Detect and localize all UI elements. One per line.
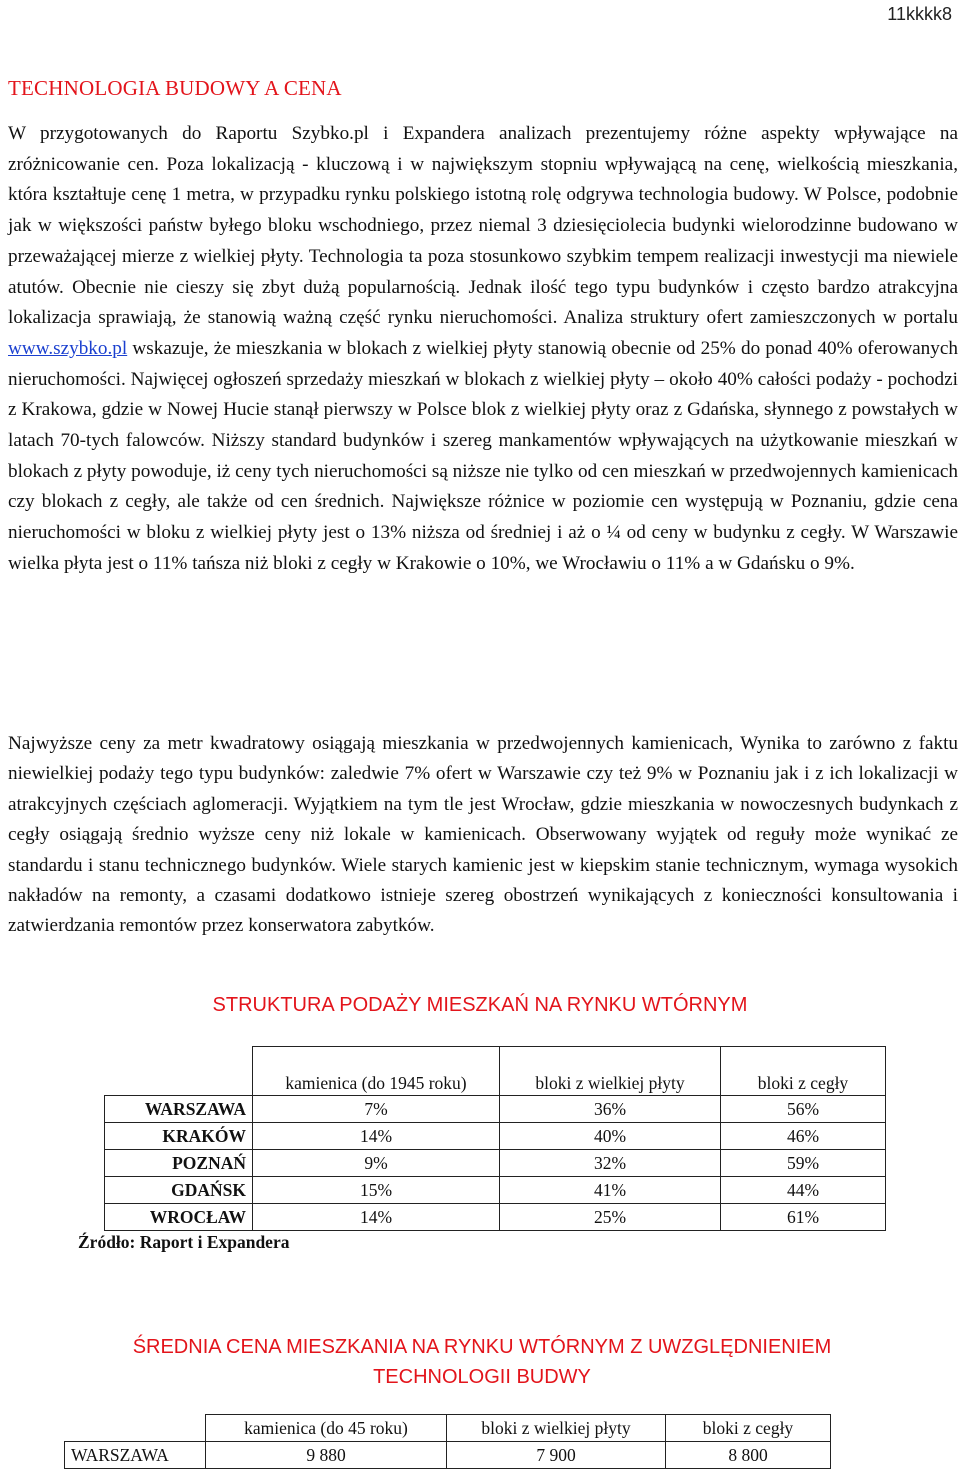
source-note: Źródło: Raport i Expandera: [78, 1232, 290, 1252]
price-title-line-2: TECHNOLOGII BUDWY: [373, 1366, 591, 1388]
supply-structure-table: [104, 1046, 886, 1231]
table-row: [105, 1204, 886, 1231]
table-header-cell: kamienica (do 45 roku): [206, 1415, 447, 1442]
city-cell: POZNAŃ: [105, 1150, 253, 1177]
city-cell: WROCŁAW: [105, 1204, 253, 1231]
table-cell: 32%: [500, 1150, 721, 1177]
table-cell: 25%: [500, 1204, 721, 1231]
table-row: [105, 1150, 886, 1177]
table-header-cell: bloki z cegły: [666, 1415, 831, 1442]
table-cell: 59%: [721, 1150, 886, 1177]
table-cell: 9 880: [206, 1442, 447, 1469]
table-header-row: [65, 1415, 831, 1442]
table-cell: 14%: [253, 1204, 500, 1231]
average-price-table: [64, 1414, 831, 1469]
city-cell: WARSZAWA: [105, 1096, 253, 1123]
table-cell: 56%: [721, 1096, 886, 1123]
table-cell: 8 800: [666, 1442, 831, 1469]
table-cell: 14%: [253, 1123, 500, 1150]
section-heading: TECHNOLOGIA BUDOWY A CENA: [8, 76, 342, 100]
table-header-cell: bloki z cegły: [721, 1047, 886, 1096]
table-cell: 46%: [721, 1123, 886, 1150]
city-cell: KRAKÓW: [105, 1123, 253, 1150]
paragraph-text-after-link: wskazuje, że mieszkania w blokach z wielkiej płyty stanowią obecnie od 25% do ponad 40% oferowanych nieruchomości. Najwięcej ogłoszeń sprzedaży mieszkań w blokach z wielkiej płyty – około 40% całości podaży - pochodzi z Krakowa, gdzie w Nowej Hucie stanął pierwszy w Polsce blok z wielkiej płyty oraz z Gdańska, słynnego z powstałych w latach 70-tych falowców. Niższy standard budynków i szereg mankamentów wpływających na użytkowanie mieszkań w blokach z płyty powoduje, iż ceny tych nieruchomości są niższe nie tylko od cen mieszkań w przedwojennych kamienicach czy blokach z cegły, ale także od cen średnich. Największe różnice w poziomie cen występują w Poznaniu, gdzie cena nieruchomości w bloku z wielkiej płyty jest o 13% niższa od średniej i aż o ¼ od ceny w budynku z cegły. W Warszawie wielka płyta jest o 11% tańsza niż bloki z cegły w Krakowie o 10%, we Wrocławiu o 11% a w Gdańsku o 9%.: [8, 337, 958, 574]
table-row: [105, 1096, 886, 1123]
paragraph-prices: Najwyższe ceny za metr kwadratowy osiągają mieszkania w przedwojennych kamienicach, Wynika to zarówno z faktu niewielkiej podaży tego typu budynków: zaledwie 7% ofert w Warszawie czy też 9% w Poznaniu jak i z ich lokalizacji w atrakcyjnych częściach aglomeracji. Wyjątkiem na tym tle jest Wrocław, gdzie mieszkania w nowoczesnych budynkach z cegły osiągają średnio wyższe ceny niż lokale w kamienicach. Obserwowany wyjątek od reguły może wynikać ze standardu i stanu technicznego budynków. Wiele starych kamienic jest w kiepskim stanie technicznym, wymaga wysokich nakładów na remonty, a czasami dodatkowo istnieje szereg obostrzeń wynikających z konieczności konsultowania i zatwierdzania remontów przez konserwatora zabytków.: [8, 733, 958, 937]
table-header-row: [105, 1047, 886, 1096]
table-header-cell: kamienica (do 1945 roku): [253, 1047, 500, 1096]
table-header-empty: [105, 1047, 253, 1096]
table-cell: 41%: [500, 1177, 721, 1204]
table-row: [65, 1442, 831, 1469]
table-header-cell: bloki z wielkiej płyty: [447, 1415, 666, 1442]
city-cell: WARSZAWA: [65, 1442, 206, 1469]
table-row: [105, 1123, 886, 1150]
paragraph-technology: [8, 119, 958, 580]
table-cell: 40%: [500, 1123, 721, 1150]
table-cell: 9%: [253, 1150, 500, 1177]
table-row: [105, 1177, 886, 1204]
supply-table-title: STRUKTURA PODAŻY MIESZKAŃ NA RYNKU WTÓRNYM: [212, 994, 748, 1016]
szybko-link[interactable]: www.szybko.pl: [8, 337, 128, 359]
table-cell: 15%: [253, 1177, 500, 1204]
table-header-cell: bloki z wielkiej płyty: [500, 1047, 721, 1096]
price-table-title: [0, 1332, 960, 1392]
price-title-line-1: ŚREDNIA CENA MIESZKANIA NA RYNKU WTÓRNYM Z UWZGLĘDNIENIEM: [132, 1336, 832, 1358]
table-cell: 61%: [721, 1204, 886, 1231]
page-identifier: 11kkkk8: [887, 4, 952, 24]
table-header-empty: [65, 1415, 206, 1442]
city-cell: GDAŃSK: [105, 1177, 253, 1204]
paragraph-text-before-link: W przygotowanych do Raportu Szybko.pl i Expandera analizach prezentujemy różne aspekty wpływające na zróżnicowanie cen. Poza lokalizacją - kluczową i w największym stopniu wpływającą na cenę, wielkością mieszkania, która kształtuje cenę 1 metra, w przypadku rynku polskiego istotną rolę odgrywa technologia budowy. W Polsce, podobnie jak w większości państw byłego bloku wschodniego, przez niemal 3 dziesięciolecia budynki wielorodzinne budowano w przeważającej mierze z wielkiej płyty. Technologia ta poza stosunkowo szybkim tempem realizacji inwestycji ma niewiele atutów. Obecnie nie cieszy się zbyt dużą popularnością. Jednak ilość tego typu budynków i często bardzo atrakcyjna lokalizacja sprawiają, że stanowią ważną część rynku nieruchomości. Analiza struktury ofert zamieszczonych w portalu: [8, 123, 958, 329]
table-cell: 7%: [253, 1096, 500, 1123]
table-cell: 7 900: [447, 1442, 666, 1469]
table-cell: 44%: [721, 1177, 886, 1204]
table-cell: 36%: [500, 1096, 721, 1123]
